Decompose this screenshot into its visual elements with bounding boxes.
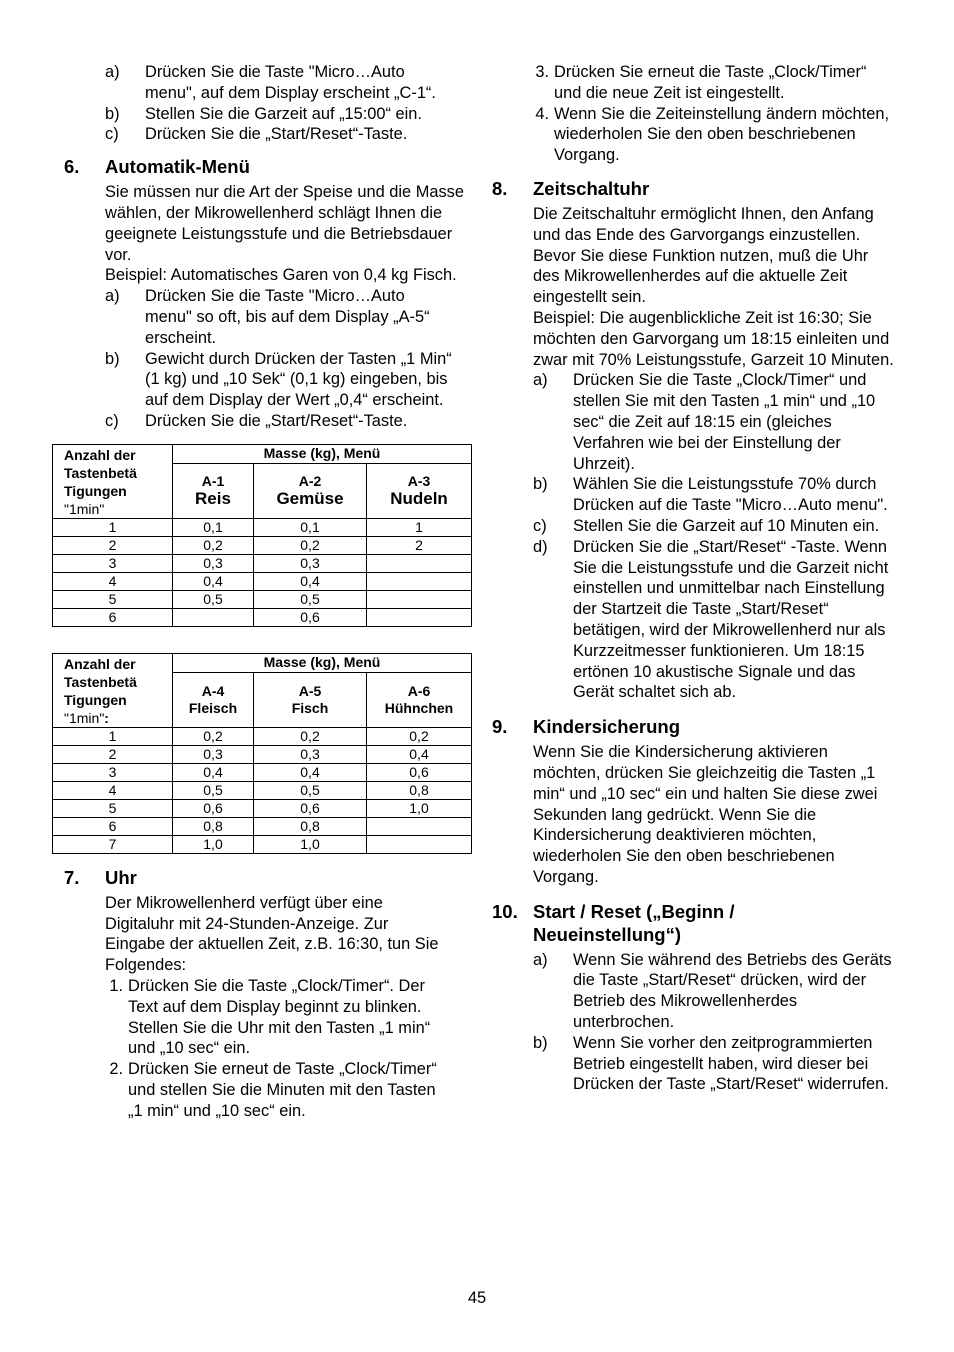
table-row: 5 0,5 0,5 [53,590,472,608]
list-item: b) Stellen Sie die Garzeit auf „15:00“ ein. [105,104,422,123]
list-item: b) Wählen Sie die Leistungsstufe 70% durch Drücken auf die Taste "Micro…Auto menu". [533,475,888,515]
paragraph: Wenn Sie die Kindersicherung aktivieren möchten, drücken Sie gleichzeitig die Tasten „1 min“ und „10 sec“ ein und halten Sie diese zwei Sekunden lang gedrückt. Wenn Sie die Kindersicherung deaktivieren möchten, wiederholen Sie den oben beschriebenen Vorgang. [533,743,878,886]
table-row: 1 0,2 0,2 0,2 [53,727,472,745]
section-7-heading: 7. Uhr [64,866,137,888]
list-item: c) Drücken Sie die „Start/Reset“-Taste. [105,125,408,144]
table-row: 6 0,8 0,8 [53,817,472,835]
list-item: 4. Wenn Sie die Zeiteinstellung ändern möchten, wiederholen Sie den oben beschriebenen Vorgang. [535,104,889,165]
table-row: 5 0,6 0,6 1,0 [53,799,472,817]
section-9-body [492,742,896,888]
column-header: A-4 Fleisch [173,672,254,727]
column-header: A-3 Nudeln [367,463,472,518]
section-10-heading: 10. Start / Reset („Beginn / Neueinstellung“) [492,900,735,945]
auto-menu-table-2 [52,653,472,854]
table-row: 3 0,4 0,4 0,6 [53,763,472,781]
table-row: 1 0,1 0,1 1 [53,518,472,536]
clock-steps-continued [492,62,896,166]
list-item: 3. Drücken Sie erneut die Taste „Clock/Timer“ und die neue Zeit ist eingestellt. [535,63,867,102]
list-item: d) Drücken Sie die „Start/Reset“ -Taste. Wenn Sie die Leistungsstufe und die Garzeit nicht einstellen und unmittelbar nach Einstellung der Startzeit die Taste „Start/Reset“ betätigen, wird der Mikrowellenherd nur als Kurzzeitmesser funktionieren. Um 18:15 ertönen 10 akustische Signale und das Gerät schaltet sich ab. [533,537,889,702]
table-row: 4 0,4 0,4 [53,572,472,590]
table-group-header: Masse (kg), Menü [173,444,472,463]
table-row: 4 0,5 0,5 0,8 [53,781,472,799]
list-item: a) Drücken Sie die Taste "Micro…Auto menu", auf dem Display erscheint „C-1“. [105,63,436,102]
table-group-header: Masse (kg), Menü [173,653,472,672]
section-10-body [492,950,896,1096]
section-9-heading: 9. Kindersicherung [492,716,680,738]
list-item: b) Gewicht durch Drücken der Tasten „1 Min“ (1 kg) und „10 Sek“ (0,1 kg) eingeben, bis auf dem Display der Wert „0,4“ erscheint. [105,349,452,410]
table-row: 3 0,3 0,3 [53,554,472,572]
paragraph: Bevor Sie diese Funktion nutzen, muß die Uhr des Mikrowellenherdes auf die aktuelle Zeit eingestellt sein. [533,246,869,307]
paragraph: Der Mikrowellenherd verfügt über eine Digitaluhr mit 24-Stunden-Anzeige. Zur Eingabe der aktuellen Zeit, z.B. 16:30, tun Sie Folgendes: [105,893,439,975]
section-6-body [52,182,474,432]
table-corner-cell: Anzahl der Tastenbetä Tigungen "1min" [53,444,173,518]
list-item: 1. Drücken Sie die Taste „Clock/Timer“. Der Text auf dem Display beginnt zu blinken. Stellen Sie die Uhr mit den Tasten „1 min“ und „10 sec“ ein. [109,976,431,1058]
table-corner-cell: Anzahl der Tastenbetä Tigungen "1min": [53,653,173,727]
left-column [52,62,474,1122]
list-item: a) Wenn Sie während des Betriebs des Geräts die Taste „Start/Reset“ drücken, wird der Betrieb des Mikrowellenherdes unterbrochen. [533,950,892,1032]
table-row: 2 0,2 0,2 2 [53,536,472,554]
paragraph: Die Zeitschaltuhr ermöglicht Ihnen, den Anfang und das Ende des Garvorgangs einzustellen. [533,204,874,244]
section-7-steps [52,976,474,1122]
right-column [492,62,896,1095]
section-6-heading: 6. Automatik-Menü [64,156,250,178]
table-row: 7 1,0 1,0 [53,835,472,853]
list-item: c) Drücken Sie die „Start/Reset“-Taste. [105,411,408,430]
table-row: 6 0,6 [53,608,472,626]
auto-menu-table-1 [52,444,472,627]
paragraph: Sie müssen nur die Art der Speise und die Masse wählen, der Mikrowellenherd schlägt Ihnen die geeignete Leistungsstufe und die Betriebsdauer vor. [105,183,464,264]
list-item: c) Stellen Sie die Garzeit auf 10 Minuten ein. [533,516,880,535]
section-7-body [52,893,474,976]
list-item: a) Drücken Sie die Taste „Clock/Timer“ und stellen Sie mit den Tasten „1 min“ und „10 sec“ die Zeit auf 18:15 ein (gleiches Verfahren wie bei der Einstellung der Uhrzeit). [533,371,876,473]
paragraph: Beispiel: Automatisches Garen von 0,4 kg Fisch. [105,266,457,285]
column-header: A-6 Hühnchen [367,672,472,727]
list-item: b) Wenn Sie vorher den zeitprogrammierten Betrieb eingestellt haben, wird dieser bei Drücken der Taste „Start/Reset“ widerrufen. [533,1033,889,1094]
list-item: 2. Drücken Sie erneut de Taste „Clock/Timer“ und stellen Sie die Minuten mit den Tasten „1 min“ und „10 sec“ ein. [109,1060,437,1120]
intro-steps [52,62,474,145]
page-number: 45 [467,1289,487,1307]
list-item: a) Drücken Sie die Taste "Micro…Auto menu" so oft, bis auf dem Display „A-5“ erscheint. [105,287,430,347]
column-header: A-1 Reis [173,463,254,518]
section-8-body [492,204,896,703]
column-header: A-5 Fisch [254,672,367,727]
paragraph: Beispiel: Die augenblickliche Zeit ist 16:30; Sie möchten den Garvorgang um 18:15 einleiten und zwar mit 70% Leistungsstufe, Garzeit 10 Minuten. [533,308,894,369]
table-row: 2 0,3 0,3 0,4 [53,745,472,763]
section-8-heading: 8. Zeitschaltuhr [492,177,650,199]
column-header: A-2 Gemüse [254,463,367,518]
